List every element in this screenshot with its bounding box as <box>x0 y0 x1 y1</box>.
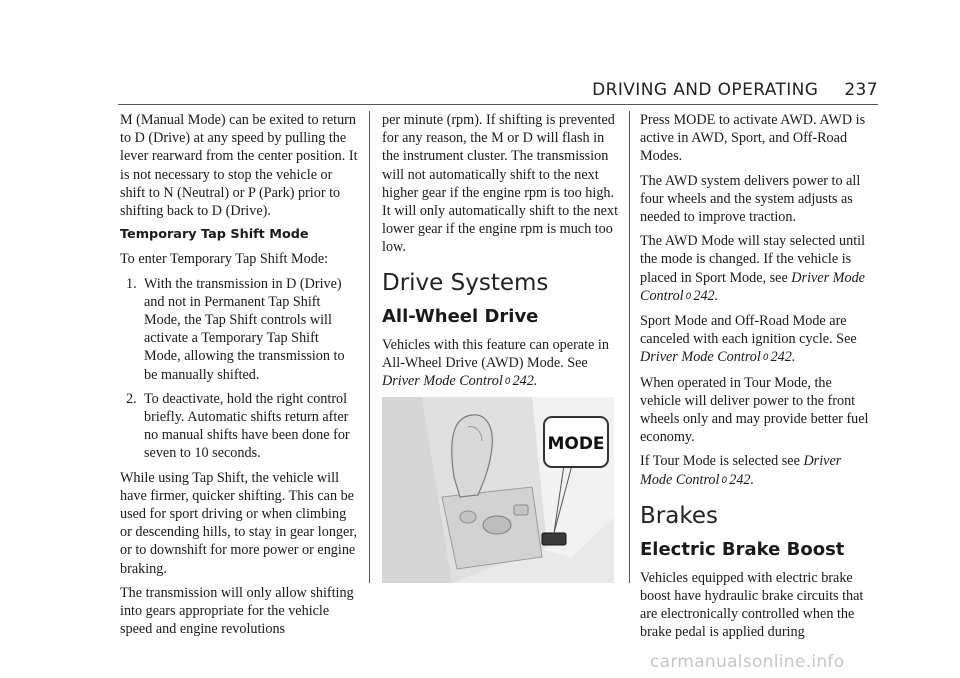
column-3 <box>640 111 876 648</box>
step-number: 2. <box>126 390 137 407</box>
page-number: 237 <box>844 80 878 100</box>
cross-reference-link[interactable]: Driver Mode Control 0 242. <box>640 269 865 304</box>
cross-reference-link[interactable]: Driver Mode Control 0 242. <box>640 453 842 488</box>
heading-all-wheel-drive: All-Wheel Drive <box>382 305 539 327</box>
xref-page: 242 <box>512 373 534 390</box>
section-title: DRIVING AND OPERATING <box>592 80 819 100</box>
paragraph: When operated in Tour Mode, the vehicle will deliver power to the front wheels only and may provide better fuel economy. <box>640 374 869 446</box>
paragraph: per minute (rpm). If shifting is prevented for any reason, the M or D will flash in the instrument cluster. The transmission will not automatically shift to the next higher gear if the engine rpm is too high. It will only automatically shift to the next lower gear if the engine rpm is much too low. <box>382 112 619 256</box>
heading-electric-brake-boost: Electric Brake Boost <box>640 538 845 560</box>
list-item <box>120 275 358 384</box>
paragraph-text: Sport Mode and Off-Road Mode are canceled with each ignition cycle. See <box>640 313 857 348</box>
paragraph-text: If Tour Mode is selected see <box>640 453 800 470</box>
paragraph: To enter Temporary Tap Shift Mode: <box>120 251 329 268</box>
step-text: To deactivate, hold the right control briefly. Automatic shifts return after no manual shifts have been done for seven to 10 seconds. <box>144 390 350 462</box>
xref-label: Driver Mode Control <box>640 269 865 304</box>
xref-page: 242 <box>770 349 792 366</box>
step-text: With the transmission in D (Drive) and not in Permanent Tap Shift Mode, the Tap Shift controls will activate a Temporary Tap Shift Mode, allowing the transmission to be manually shifted. <box>144 275 345 383</box>
xref-page: 242 <box>693 287 715 304</box>
page-reference-icon: 0 <box>762 353 769 364</box>
page-header <box>560 80 878 100</box>
list-item <box>120 390 358 463</box>
heading-drive-systems: Drive Systems <box>382 269 549 296</box>
paragraph: The AWD system delivers power to all four wheels and the system adjusts as needed to improve traction. <box>640 172 861 226</box>
paragraph: M (Manual Mode) can be exited to return to D (Drive) at any speed by pulling the lever rearward from the center position. It is not necessary to stop the vehicle or shift to N (Neutral) or P (Park) prior to shifting back to D (Drive). <box>120 112 358 220</box>
paragraph <box>382 336 620 392</box>
column-divider <box>629 111 630 583</box>
column-2 <box>382 111 620 583</box>
paragraph <box>640 232 876 306</box>
paragraph-text: The AWD Mode will stay selected until the mode is changed. If the vehicle is placed in Sport Mode, see <box>640 233 866 286</box>
xref-label: Driver Mode Control <box>640 349 761 366</box>
column-1 <box>120 111 358 644</box>
mode-button-label: MODE <box>547 434 605 455</box>
column-divider <box>369 111 370 583</box>
xref-label: Driver Mode Control <box>640 453 842 488</box>
console-illustration <box>382 397 614 583</box>
step-number: 1. <box>126 275 137 292</box>
paragraph: Vehicles equipped with electric brake boost have hydraulic brake circuits that are electronically controlled when the brake pedal is applied during <box>640 569 864 641</box>
paragraph: The transmission will only allow shifting into gears appropriate for the vehicle speed and engine revolutions <box>120 584 354 638</box>
page-reference-icon: 0 <box>504 377 511 388</box>
watermark: carmanualsonline.info <box>650 652 845 672</box>
xref-page: 242 <box>729 471 751 488</box>
paragraph: Press MODE to activate AWD. AWD is active in AWD, Sport, and Off-Road Modes. <box>640 112 866 165</box>
cross-reference-link[interactable]: Driver Mode Control 0 242. <box>640 349 796 366</box>
page-reference-icon: 0 <box>721 475 728 486</box>
steps-list <box>120 275 358 463</box>
paragraph <box>640 312 876 368</box>
xref-label: Driver Mode Control <box>382 373 503 390</box>
header-rule <box>118 104 878 105</box>
mode-button-illustration <box>382 397 614 583</box>
paragraph-text: Vehicles with this feature can operate in All-Wheel Drive (AWD) Mode. See <box>382 336 609 371</box>
subheading-temporary-tap-shift: Temporary Tap Shift Mode <box>120 227 309 243</box>
paragraph <box>640 452 876 489</box>
cross-reference-link[interactable]: Driver Mode Control 0 242. <box>382 373 538 390</box>
heading-brakes: Brakes <box>640 502 718 529</box>
paragraph: While using Tap Shift, the vehicle will have firmer, quicker shifting. This can be used for sport driving or when climbing or descending hills, to stay in gear longer, or to downshift for more power or engine braking. <box>120 469 358 577</box>
page-reference-icon: 0 <box>685 291 692 302</box>
